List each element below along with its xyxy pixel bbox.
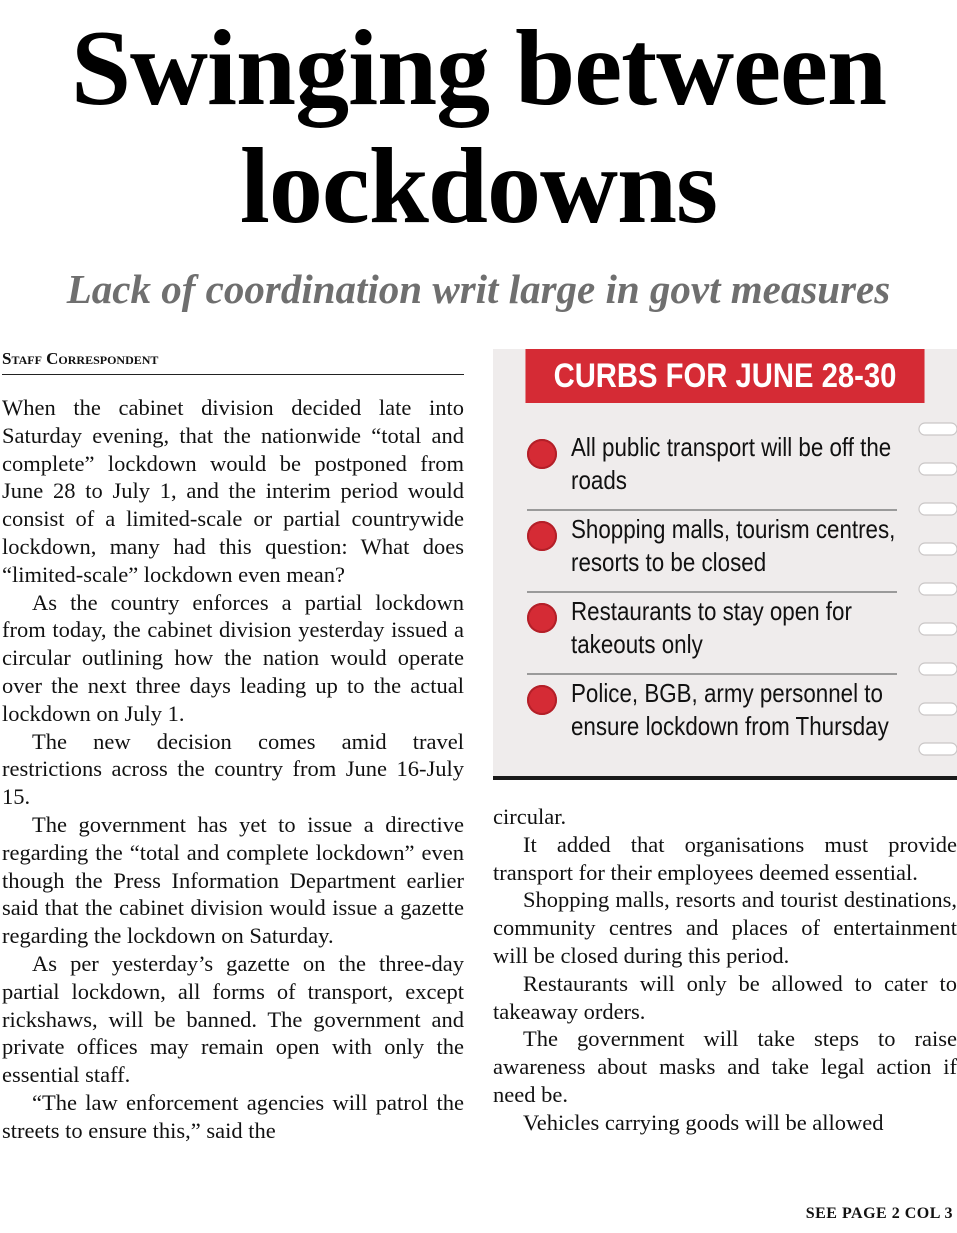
curb-text: Restaurants to stay open for takeouts only	[571, 596, 852, 659]
red-dot-icon	[527, 603, 557, 633]
paragraph-6: “The law enforcement agencies will patrol the streets to ensure this,” said the	[2, 1089, 464, 1143]
article-column-left	[2, 394, 464, 1145]
list-item	[527, 429, 897, 511]
curbs-sidebar-box	[493, 349, 957, 780]
list-item	[527, 593, 897, 675]
article-column-right	[493, 803, 957, 1137]
curb-text: All public transport will be off the roads	[571, 432, 892, 495]
paragraph-3: The new decision comes amid travel restrictions across the country from June 16-July 15.	[2, 728, 464, 810]
continuation-note[interactable]: SEE PAGE 2 COL 3	[805, 1205, 953, 1222]
headline-line-2: lockdowns	[239, 127, 718, 246]
paragraph-4: The government has yet to issue a directive regarding the “total and complete lockdown” even though the Press Information Department earlier said that the cabinet division would issue a gazette regarding the lockdown on Saturday.	[2, 811, 464, 949]
paragraph-8: It added that organisations must provide transport for their employees deemed essential.	[493, 831, 957, 885]
byline: Staff Correspondent	[2, 346, 464, 375]
list-item	[527, 675, 897, 757]
headline-line-1: Swinging between	[70, 9, 887, 128]
curb-text: Shopping malls, tourism centres, resorts to be closed	[571, 514, 896, 577]
curbs-list	[527, 429, 897, 757]
curb-text: Police, BGB, army personnel to ensure lockdown from Thursday	[571, 678, 889, 741]
paragraph-2: As the country enforces a partial lockdown from today, the cabinet division yesterday issued a circular outlining how the nation would operate over the next three days leading up to the actual lockdown on July 1.	[2, 589, 464, 726]
subheadline: Lack of coordination writ large in govt measures	[66, 266, 891, 312]
paragraph-7: circular.	[493, 804, 567, 829]
paragraph-5: As per yesterday’s gazette on the three-day partial lockdown, all forms of transport, except rickshaws, will be banned. The government and private offices may remain open with only the essential staff.	[2, 950, 464, 1088]
paragraph-11: The government will take steps to raise awareness about masks and take legal action if need be.	[493, 1026, 957, 1107]
headline	[0, 10, 957, 246]
paragraph-10: Restaurants will only be allowed to cater to takeaway orders.	[493, 970, 957, 1024]
list-item	[527, 511, 897, 593]
red-dot-icon	[527, 685, 557, 715]
paragraph-1: When the cabinet division decided late into Saturday evening, that the nationwide “total and complete” lockdown would be postponed from June 28 to July 1, and the interim period would consist of a limited-scale or partial countrywide lockdown, many had this question: What does “limited-scale” lockdown even mean?	[2, 395, 464, 587]
red-dot-icon	[527, 439, 557, 469]
curbs-sidebar-title: CURBS FOR JUNE 28-30	[525, 349, 924, 403]
notebook-spiral-icon	[917, 419, 957, 759]
paragraph-12: Vehicles carrying goods will be allowed	[523, 1109, 884, 1135]
paragraph-9: Shopping malls, resorts and tourist destinations, community centres and places of entertainment will be closed during this period.	[493, 887, 957, 968]
red-dot-icon	[527, 521, 557, 551]
